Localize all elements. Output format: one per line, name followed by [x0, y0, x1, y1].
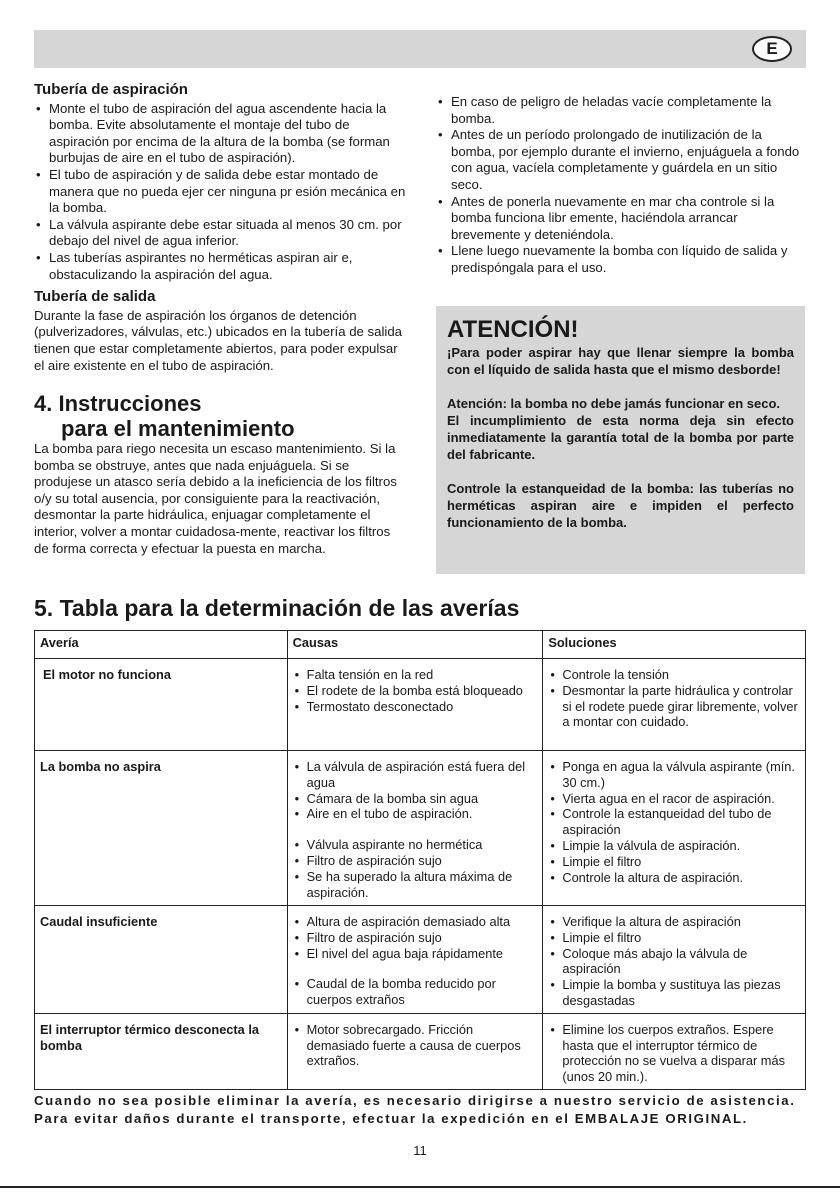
list-item: • Verifique la altura de aspiración — [548, 914, 800, 930]
page-number: 11 — [413, 1143, 427, 1158]
list-item: • Monte el tubo de aspiración del agua ascendente hacia la bomba. Evite absolutamente el montaje del tubo de aspiración por encima de la altura de la bomba (se forman burbujas de aire en el tubo de aspiración). — [34, 101, 406, 167]
causes-cell — [287, 659, 543, 751]
list-item: • Ponga en agua la válvula aspirante (mín. 30 cm.) — [548, 759, 800, 791]
attention-title: ATENCIÓN! — [447, 316, 579, 343]
list-item: • Elimine los cuerpos extraños. Espere hasta que el interruptor térmico de protección no se vuelva a disparar más (unos 20 min.). — [548, 1022, 800, 1085]
attention-box — [436, 306, 805, 574]
list-item: • Caudal de la bomba reducido por cuerpos extraños — [293, 976, 538, 1008]
list-item: • Termostato desconectado — [293, 699, 538, 715]
list-item: • El tubo de aspiración y de salida debe estar montado de manera que no pueda ejer cer ninguna pr esión mecánica en la bomba. — [34, 167, 406, 217]
aspiration-list — [34, 101, 406, 284]
causes-cell — [287, 751, 543, 906]
table-row — [35, 659, 806, 751]
fault-cell: El interruptor térmico desconecta la bomba — [35, 1013, 288, 1089]
list-item: • Llene luego nuevamente la bomba con líquido de salida y predispóngala para el uso. — [436, 243, 808, 276]
list-item: • Válvula aspirante no hermética — [293, 837, 538, 853]
left-column — [34, 82, 406, 557]
list-item: • Cámara de la bomba sin agua — [293, 791, 538, 807]
list-item: • Motor sobrecargado. Fricción demasiado fuerte a causa de cuerpos extraños. — [293, 1022, 538, 1069]
section5-title: 5. Tabla para la determinación de las averías — [34, 595, 520, 621]
list-item: • El nivel del agua baja rápidamente — [293, 946, 538, 962]
footer-line-1: Cuando no sea posible eliminar la avería, es necesario dirigirse a nuestro servicio de asistencia. — [34, 1093, 796, 1108]
list-item: • Controle la tensión — [548, 667, 800, 683]
outlet-heading: Tubería de salida — [34, 288, 156, 306]
fault-cell: El motor no funciona — [35, 659, 288, 751]
list-item: • Controle la estanqueidad del tubo de aspiración — [548, 806, 800, 838]
spacer — [293, 961, 538, 976]
list-item: • Desmontar la parte hidráulica y controlar si el rodete puede girar libremente, volver a montar con cuidado. — [548, 683, 800, 730]
list-item: • En caso de peligro de heladas vacíe completamente la bomba. — [436, 94, 808, 127]
list-item: • Limpie la válvula de aspiración. — [548, 838, 800, 854]
table-header-row — [35, 631, 806, 659]
table-row — [35, 751, 806, 906]
table-row — [35, 906, 806, 1014]
right-column — [436, 94, 808, 277]
list-item: • Controle la altura de aspiración. — [548, 870, 800, 886]
footer-notice — [34, 1092, 806, 1128]
storage-list — [436, 94, 808, 277]
section4-title-line2: para el mantenimiento — [61, 416, 295, 442]
solutions-cell — [543, 659, 806, 751]
attention-paragraph-3: Controle la estanqueidad de la bomba: las tuberías no herméticas aspiran aire e impiden el perfecto funcionamiento de la bomba. — [447, 481, 794, 530]
list-item: • Filtro de aspiración sujo — [293, 930, 538, 946]
language-badge: E — [752, 36, 792, 62]
attention-paragraph-2a: Atención: la bomba no debe jamás funcionar en seco. — [447, 396, 781, 411]
fault-cell: La bomba no aspira — [35, 751, 288, 906]
causes-cell — [287, 1013, 543, 1089]
list-item: • Falta tensión en la red — [293, 667, 538, 683]
list-item: • Vierta agua en el racor de aspiración. — [548, 791, 800, 807]
list-item: • Altura de aspiración demasiado alta — [293, 914, 538, 930]
list-item: • Se ha superado la altura máxima de aspiración. — [293, 869, 538, 901]
table-row — [35, 1013, 806, 1089]
header-bar — [34, 30, 806, 68]
list-item: • Antes de un período prolongado de inutilización de la bomba, por ejemplo durante el invierno, enjuáguela a fondo con agua, vacíela completamente y guárdela en un sitio seco. — [436, 127, 808, 193]
section4-title-line1: 4. Instrucciones — [34, 391, 202, 417]
fault-cell: Caudal insuficiente — [35, 906, 288, 1014]
maintenance-text: La bomba para riego necesita un escaso mantenimiento. Si la bomba se obstruye, antes que nada enjuáguela. Si se produjese un atasco sería debido a la ineficiencia de los filtros o/y su total ausencia, por consiguiente para la reactivación, desmontar la parte hidráulica, enjuagar completamente el interior, volver a montar cuidadosa-mente, reactivar los filtros de forma correcta y efectuar la puesta en marcha. — [34, 441, 397, 556]
list-item: • La válvula de aspiración está fuera del agua — [293, 759, 538, 791]
footer-line-2: Para evitar daños durante el transporte, efectuar la expedición en el EMBALAJE ORIGINAL. — [34, 1111, 748, 1126]
solutions-cell — [543, 906, 806, 1014]
list-item: • Limpie el filtro — [548, 930, 800, 946]
list-item: • Aire en el tubo de aspiración. — [293, 806, 538, 822]
outlet-text: Durante la fase de aspiración los órganos de detención (pulverizadores, válvulas, etc.) ubicados en la tubería de salida tienen que estar completamente abiertos, para poder expulsar el aire existente en el tubo de aspiración. — [34, 307, 402, 373]
solutions-cell — [543, 1013, 806, 1089]
causes-cell — [287, 906, 543, 1014]
column-header: Causas — [287, 631, 543, 659]
column-header: Soluciones — [543, 631, 806, 659]
solutions-cell — [543, 751, 806, 906]
spacer — [293, 822, 538, 837]
troubleshooting-table — [34, 630, 806, 1090]
list-item: • Limpie la bomba y sustituya las piezas desgastadas — [548, 977, 800, 1009]
column-header: Avería — [35, 631, 288, 659]
list-item: • El rodete de la bomba está bloqueado — [293, 683, 538, 699]
list-item: • La válvula aspirante debe estar situada al menos 30 cm. por debajo del nivel de agua inferior. — [34, 217, 406, 250]
list-item: • Coloque más abajo la válvula de aspiración — [548, 946, 800, 978]
list-item: • Filtro de aspiración sujo — [293, 853, 538, 869]
bottom-rule — [0, 1186, 840, 1188]
aspiration-heading: Tubería de aspiración — [34, 81, 188, 98]
list-item: • Limpie el filtro — [548, 854, 800, 870]
list-item: • Las tuberías aspirantes no herméticas aspiran air e, obstaculizando la aspiración del agua. — [34, 250, 406, 283]
list-item: • Antes de ponerla nuevamente en mar cha controle si la bomba funciona libr emente, haciéndola arrancar brevemente y deteniéndola. — [436, 194, 808, 244]
attention-paragraph-2b: El incumplimiento de esta norma deja sin efecto inmediatamente la garantía total de la bomba por parte del fabricante. — [447, 413, 794, 462]
attention-paragraph-1: ¡Para poder aspirar hay que llenar siempre la bomba con el líquido de salida hasta que el mismo desborde! — [447, 345, 794, 377]
